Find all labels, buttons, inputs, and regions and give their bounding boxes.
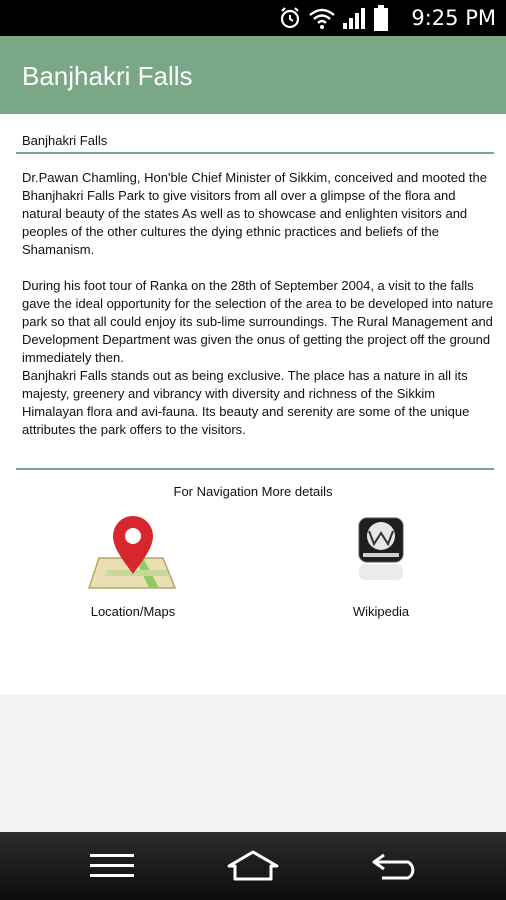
menu-button[interactable] — [82, 846, 142, 886]
status-icons — [278, 5, 388, 31]
content-heading: Banjhakri Falls — [22, 133, 108, 148]
paragraph: Dr.Pawan Chamling, Hon'ble Chief Minister of Sikkim, conceived and mooted the Bhanjhakri Falls Park to give visitors from all over a glimpse of the flora and natural beauty of the states As well as to showcase and enlighten visitors and peoples of the other cultures the dying ethnic practices and beliefs of the Shamanism. — [22, 170, 487, 257]
empty-area — [0, 694, 506, 832]
wikipedia-icon — [335, 504, 427, 596]
paragraph: During his foot tour of Ranka on the 28th of September 2004, a visit to the falls gave the ideal opportunity for the selection of the area to be developed into nature park so that all could enjoy its sub-lime surroundings. The Rural Management and Development Department was given the onus of getting the project off the ground immediately then. — [22, 278, 494, 365]
location-maps-label: Location/Maps — [90, 604, 176, 619]
system-nav-bar — [0, 832, 506, 900]
app-bar — [0, 36, 506, 114]
back-icon — [368, 850, 422, 882]
home-icon — [225, 849, 281, 883]
signal-icon — [342, 6, 368, 30]
app-title: Banjhakri Falls — [22, 61, 193, 91]
map-pin-icon — [87, 504, 179, 596]
content-divider — [16, 468, 494, 470]
navigation-caption: For Navigation More details — [173, 484, 333, 499]
status-bar — [0, 0, 506, 36]
menu-icon — [89, 853, 135, 879]
status-time: 9:25 PM — [411, 6, 496, 30]
paragraph: Banjhakri Falls stands out as being exclusive. The place has a nature in all its majesty, greenery and vibrancy with diversity and richness of the Sikkim Himalayan flora and avi-fauna. Its beauty and serenity are some of the unique attributes the park offers to the visitors. — [22, 368, 470, 437]
location-maps-button[interactable] — [68, 504, 198, 619]
wikipedia-label: Wikipedia — [352, 604, 410, 619]
content-card — [0, 114, 506, 694]
wifi-icon — [308, 6, 336, 30]
heading-divider — [16, 152, 494, 154]
home-button[interactable] — [223, 846, 283, 886]
alarm-icon — [278, 6, 302, 30]
back-button[interactable] — [365, 846, 425, 886]
wikipedia-button[interactable] — [316, 504, 446, 619]
description-text — [22, 169, 496, 439]
battery-icon — [374, 5, 388, 31]
